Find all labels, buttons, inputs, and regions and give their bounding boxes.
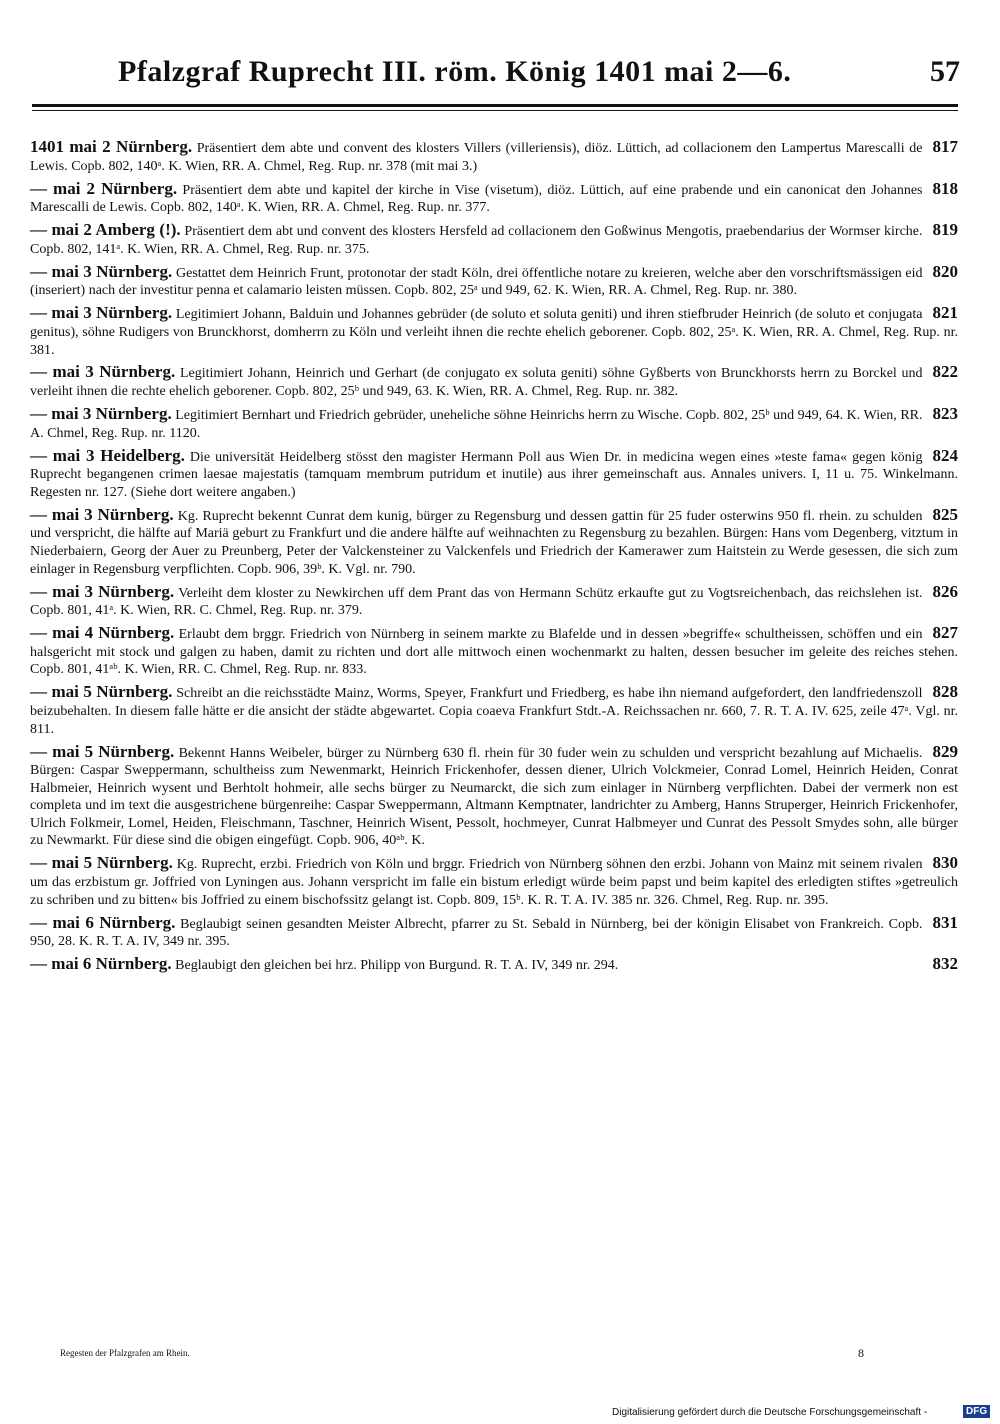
entry-number: 829 [932, 741, 958, 761]
regest-entry [30, 363, 958, 400]
regest-entry [30, 624, 958, 679]
entry-number: 828 [932, 682, 958, 702]
entry-number: 832 [932, 954, 958, 974]
entry-number: 818 [932, 178, 958, 198]
entry-number: 827 [932, 623, 958, 643]
entry-number: 831 [932, 912, 958, 932]
regest-entry [30, 447, 958, 502]
regest-entry [30, 180, 958, 217]
entry-text: Beglaubigt seinen gesandten Meister Albrecht, pfarrer zu St. Sebald in Nürnberg, bei der königin Elisabet von Frankreich. Copb. 950, 28. K. R. T. A. IV, 349 nr. 395. [30, 916, 923, 950]
entry-heading: 1401 mai 2 Nürnberg. [30, 137, 193, 156]
regest-entry [30, 914, 958, 951]
entry-heading: — mai 3 Nürnberg. [30, 404, 172, 424]
regest-entry [30, 854, 958, 909]
entry-heading: — mai 6 Nürnberg. [30, 954, 172, 974]
entry-number: 823 [932, 404, 958, 424]
entry-text: Beglaubigt den gleichen bei hrz. Philipp von Burgund. R. T. A. IV, 349 nr. 294. [175, 958, 619, 974]
regest-list [30, 138, 958, 979]
regest-entry [30, 304, 958, 359]
dfg-logo-icon: DFG [963, 1405, 990, 1418]
entry-heading: — mai 3 Nürnberg. [30, 261, 173, 281]
regest-entry [30, 263, 958, 300]
footer-signature: 8 [858, 1346, 864, 1360]
entry-number: 822 [932, 362, 958, 382]
entry-text: Erlaubt dem brggr. Friedrich von Nürnberg in seinem markte zu Blafelde und in dessen »begriffe« schultheissen, schöffen und ein halsgericht mit stock und galgen zu haben, damit zu richten und dort alle mittwoch einen wochenmarkt zu halten, dessen besucher im geleite des reiches stehen. Copb. 801, 41ᵃᵇ. K. Wien, RR. C. Chmel, Reg. Rup. nr. 833. [30, 627, 958, 678]
entry-text: Die universität Heidelberg stösst den magister Hermann Poll aus Wien Dr. in medicina wegen eines »teste fama« gegen könig Ruprecht begangenen crimen laesae majestatis (tamquam membrum putridum et inutile) aus ihrer gemeinschaft aus. Annales univers. I, 11 u. 75. Winkelmann. Regesten nr. 127. (Siehe dort weitere angaben.) [30, 449, 958, 500]
entry-heading: — mai 2 Nürnberg. [30, 178, 178, 198]
page-title: Pfalzgraf Ruprecht III. röm. König 1401 mai 2—6. [118, 55, 792, 88]
regest-entry [30, 683, 958, 738]
entry-heading: — mai 4 Nürnberg. [30, 623, 175, 643]
regest-entry [30, 138, 958, 175]
entry-heading: — mai 5 Nürnberg. [30, 853, 173, 873]
entry-number: 830 [932, 853, 958, 873]
regest-entry [30, 955, 958, 975]
digitization-credit: Digitalisierung gefördert durch die Deutsche Forschungsgemeinschaft - [612, 1407, 928, 1418]
entry-number: 817 [932, 137, 958, 156]
entry-number: 824 [932, 445, 958, 465]
entry-heading: — mai 5 Nürnberg. [30, 741, 175, 761]
entry-text: Bekennt Hanns Weibeler, bürger zu Nürnberg 630 fl. rhein für 30 fuder wein zu schulden und verspricht bezahlung auf Michaelis. Bürgen: Caspar Sweppermann, schultheiss zum Newenmarkt, Heinrich Frickenhofer, dessen diener, Ulrich Volckmeier, Conrad Lomel, Heinrich Heiden, Conrat Halbmeier, Heinrich wysent und Berhtolt hohmeir, alle sechs bürger zu Neumarckt, die sich zum einlager in Nürnberg verpflichten. Dabei der vermerk non est completa und im text die ausgestrichene bürgenreihe: Caspar Sweppermann, Altmann Kemptnater, landrichter zu Amberg, Hanns Struperger, Heinrich Frickenhofer, Ulrich Folkmeir, Lomel, Heiden, Fleischmann, Taschner, Heinrich Wisent, Pessolt, hochmeyer, Cunrat Halbmeyer und Cunrat des Pessolt Smydes sohn, alle bürger zu Newmarkt. Für diese sind die obigen eingefügt. Copb. 906, 40ᵃᵇ. K. [30, 745, 958, 849]
entry-text: Kg. Ruprecht bekennt Cunrat dem kunig, bürger zu Regensburg und dessen gattin für 25 fuder osterwins 950 fl. rhein. zu schulden und verspricht, die hälfte auf Mariä geburt zu Frankfurt und die andere hälfte auf weihnachten zu Regensburg zu bezahlen. Bürgen: Hans vom Degenberg, vitztum in Niederbaiern, Georg der Auer zu Preunberg, Peter der Valckensteiner zu Valckenfels und Friedrich der Kamerawer zum Haitstein zu Werde gesessen, die sich zum einlager in Regensburg verpflichten. Copb. 906, 39ᵇ. K. Vgl. nr. 790. [30, 508, 958, 577]
entry-number: 826 [932, 581, 958, 601]
regest-entry [30, 743, 958, 851]
entry-text: Präsentiert dem abte und kapitel der kirche in Vise (visetum), diöz. Lüttich, auf eine prabende und ein canonicat den Johannes Marescalli de Lewis. Copb. 802, 140ᵃ. K. Wien, RR. A. Chmel, Reg. Rup. nr. 377. [30, 182, 923, 216]
entry-heading: — mai 3 Nürnberg. [30, 303, 173, 323]
entry-text: Präsentiert dem abte und convent des klosters Villers (villeriensis), diöz. Lüttich, ad collacionem den Lampertus Marescalli de Lewis. Copb. 802, 140ᵃ. K. Wien, RR. A. Chmel, Reg. Rup. nr. 378 (mit mai 3.) [30, 141, 923, 174]
page-header [30, 55, 960, 99]
entry-heading: — mai 3 Nürnberg. [30, 362, 176, 382]
entry-heading: — mai 3 Nürnberg. [30, 504, 174, 524]
entry-number: 820 [932, 261, 958, 281]
header-rule-thick [32, 104, 958, 107]
entry-text: Legitimiert Johann, Heinrich und Gerhart (de conjugato ex soluta geniti) söhne Gyßberts von Brunckhorsts herrn zu Borckel und verleiht ihnen die rechte ehelich geborener. Copb. 802, 25ᵇ und 949, 63. K. Wien, RR. A. Chmel, Reg. Rup. nr. 382. [30, 366, 923, 400]
entry-text: Präsentiert dem abt und convent des klosters Hersfeld ad collacionem den Goßwinus Mengotis, praebendarius der Wormser kirche. Copb. 802, 141ᵃ. K. Wien, RR. A. Chmel, Reg. Rup. nr. 375. [30, 224, 923, 257]
regest-entry [30, 506, 958, 578]
entry-heading: — mai 3 Nürnberg. [30, 581, 175, 601]
footer-series-title: Regesten der Pfalzgrafen am Rhein. [60, 1348, 190, 1358]
entry-text: Legitimiert Bernhart und Friedrich gebrüder, uneheliche söhne Heinrichs herrn zu Wische. Copb. 802, 25ᵇ und 949, 64. K. Wien, RR. A. Chmel, Reg. Rup. nr. 1120. [30, 408, 923, 441]
entry-heading: — mai 5 Nürnberg. [30, 682, 173, 702]
entry-text: Schreibt an die reichsstädte Mainz, Worms, Speyer, Frankfurt und Friedberg, es habe ihn niemand aufgefordert, den landfriedenszoll beizubehalten. In diesem falle hätte er die ansicht der städte abgewartet. Copia coaeva Frankfurt Stdt.-A. Reichssachen nr. 660, 7. R. T. A. IV. 625, zeile 47ᵃ. Vgl. nr. 811. [30, 686, 958, 737]
regest-entry [30, 583, 958, 620]
page-number: 57 [930, 55, 960, 88]
regest-entry [30, 405, 958, 442]
regest-entry [30, 221, 958, 258]
entry-number: 821 [932, 303, 958, 323]
entry-text: Legitimiert Johann, Balduin und Johannes gebrüder (de soluto et soluta geniti) und ihren stiefbruder Heinrich (de soluto et conjugata genitus), söhne Rudigers von Brunckhorst, domherrn zu Köln und verleiht ihnen die rechte ehelich geborener. Copb. 802, 25ᵃ. K. Wien, RR. A. Chmel, Reg. Rup. nr. 381. [30, 307, 958, 358]
entry-heading: — mai 2 Amberg (!). [30, 220, 181, 240]
entry-heading: — mai 6 Nürnberg. [30, 912, 176, 932]
header-rule-thin [32, 110, 958, 111]
entry-heading: — mai 3 Heidelberg. [30, 445, 185, 465]
entry-text: Kg. Ruprecht, erzbi. Friedrich von Köln und brggr. Friedrich von Nürnberg söhnen den erzbi. Johann von Mainz mit seinem rivalen um das erzbistum gr. Joffried von Lyningen aus. Johann verspricht im falle ein bistum erledigt würde beim papst und beim kapitel des erledigten stiftes »getreulich zu schriben und zu bitten« bis Joffried zu einem bischofssitz gelangt ist. Copb. 809, 15ᵇ. K. R. T. A. IV. 385 nr. 326. Chmel, Reg. Rup. nr. 395. [30, 857, 958, 908]
entry-text: Gestattet dem Heinrich Frunt, protonotar der stadt Köln, drei öffentliche notare zu kreieren, welche aber den vorschriftsmässigen eid (inseriert) nach der investitur penna et calamario leisten müssen. Copb. 802, 25ᵃ und 949, 62. K. Wien, RR. A. Chmel, Reg. Rup. nr. 380. [30, 265, 923, 299]
entry-number: 825 [932, 504, 958, 524]
entry-text: Verleiht dem kloster zu Newkirchen uff dem Prant das von Hermann Schütz erkaufte gut zu Vogtsreichenbach, das reichslehen ist. Copb. 801, 41ᵃ. K. Wien, RR. C. Chmel, Reg. Rup. nr. 379. [30, 585, 923, 619]
entry-number: 819 [932, 220, 958, 240]
